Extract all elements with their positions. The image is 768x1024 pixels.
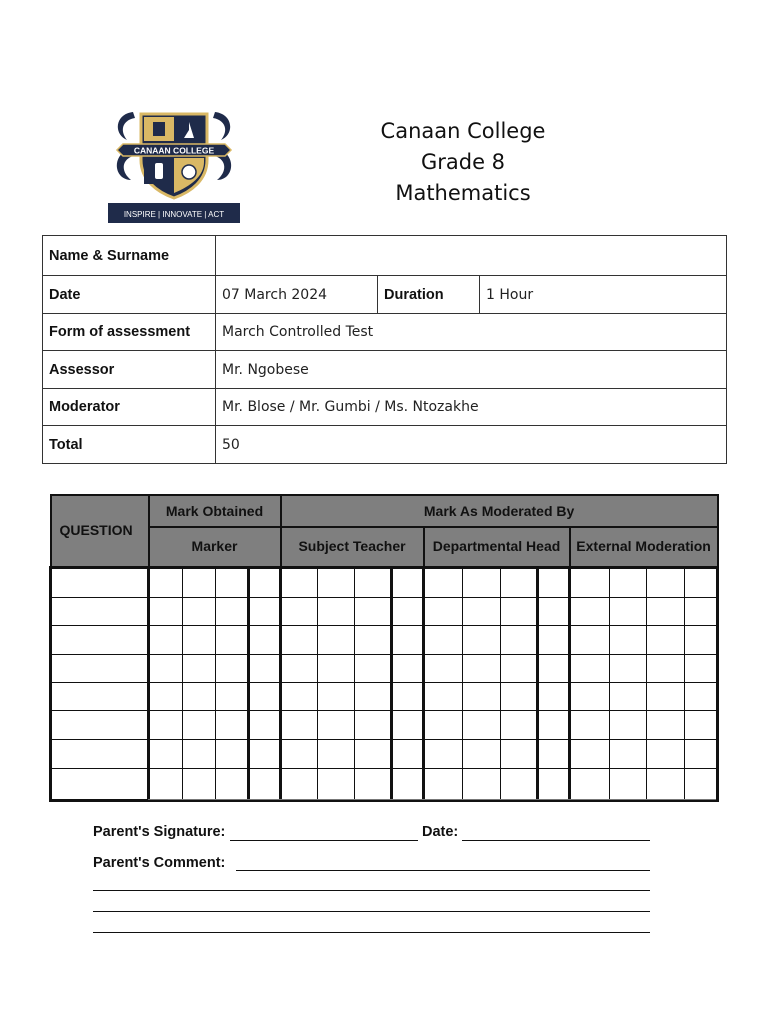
- mark-entry-cell[interactable]: [249, 768, 281, 800]
- mark-entry-cell[interactable]: [392, 597, 424, 625]
- form-of-assessment-label: Form of assessment: [43, 314, 216, 351]
- name-surname-field[interactable]: [216, 236, 727, 276]
- mark-entry-cell[interactable]: [538, 768, 570, 800]
- mark-entry-cell[interactable]: [281, 710, 318, 739]
- question-row: [51, 710, 718, 739]
- mark-entry-cell[interactable]: [610, 654, 647, 682]
- mark-entry-cell[interactable]: [424, 597, 463, 625]
- parent-comment-line[interactable]: [93, 890, 650, 891]
- mark-entry-cell[interactable]: [149, 739, 183, 768]
- mark-entry-cell[interactable]: [501, 654, 538, 682]
- mark-entry-cell[interactable]: [149, 654, 183, 682]
- mark-entry-cell[interactable]: [249, 682, 281, 710]
- mark-entry-cell[interactable]: [570, 654, 610, 682]
- mark-entry-cell[interactable]: [685, 567, 718, 597]
- mark-entry-cell[interactable]: [183, 597, 216, 625]
- parent-comment-line[interactable]: [236, 870, 650, 871]
- mark-entry-cell[interactable]: [647, 567, 685, 597]
- mark-entry-cell[interactable]: [392, 710, 424, 739]
- mark-entry-cell[interactable]: [463, 768, 501, 800]
- mark-entry-cell[interactable]: [610, 597, 647, 625]
- mark-entry-cell[interactable]: [501, 710, 538, 739]
- mark-entry-cell[interactable]: [685, 597, 718, 625]
- mark-entry-cell[interactable]: [355, 597, 392, 625]
- mark-entry-cell[interactable]: [355, 625, 392, 654]
- mark-entry-cell[interactable]: [183, 567, 216, 597]
- mark-entry-cell[interactable]: [538, 710, 570, 739]
- mark-entry-cell[interactable]: [610, 710, 647, 739]
- mark-entry-cell[interactable]: [501, 597, 538, 625]
- mark-entry-cell[interactable]: [318, 739, 355, 768]
- mark-entry-cell[interactable]: [538, 625, 570, 654]
- mark-entry-cell[interactable]: [318, 710, 355, 739]
- mark-entry-cell[interactable]: [392, 567, 424, 597]
- mark-entry-cell[interactable]: [318, 597, 355, 625]
- mark-entry-cell[interactable]: [216, 682, 249, 710]
- mark-entry-cell[interactable]: [355, 710, 392, 739]
- mark-entry-cell[interactable]: [463, 567, 501, 597]
- mark-entry-cell[interactable]: [463, 654, 501, 682]
- document-title: [313, 116, 613, 209]
- mark-entry-cell[interactable]: [183, 739, 216, 768]
- question-row: [51, 625, 718, 654]
- mark-entry-cell[interactable]: [392, 654, 424, 682]
- mark-entry-cell[interactable]: [392, 739, 424, 768]
- school-crest-logo: [105, 100, 243, 225]
- mark-entry-cell[interactable]: [318, 625, 355, 654]
- mark-moderated-by-header: Mark As Moderated By: [281, 495, 718, 527]
- mark-entry-cell[interactable]: [463, 710, 501, 739]
- mark-entry-cell[interactable]: [501, 625, 538, 654]
- marker-header: Marker: [149, 527, 281, 567]
- question-number-cell[interactable]: [51, 654, 149, 682]
- mark-entry-cell[interactable]: [570, 768, 610, 800]
- mark-entry-cell[interactable]: [570, 739, 610, 768]
- mark-entry-cell[interactable]: [216, 567, 249, 597]
- mark-entry-cell[interactable]: [216, 654, 249, 682]
- parent-signature-label: Parent's Signature:: [93, 824, 226, 840]
- mark-entry-cell[interactable]: [538, 654, 570, 682]
- grade-label: Grade 8: [420, 150, 506, 174]
- mark-entry-cell[interactable]: [149, 625, 183, 654]
- mark-entry-cell[interactable]: [647, 768, 685, 800]
- mark-entry-cell[interactable]: [249, 567, 281, 597]
- mark-entry-cell[interactable]: [216, 625, 249, 654]
- mark-entry-cell[interactable]: [463, 597, 501, 625]
- mark-entry-cell[interactable]: [149, 567, 183, 597]
- question-number-cell[interactable]: [51, 739, 149, 768]
- question-row: [51, 768, 718, 800]
- logo-banner-text: CANAAN COLLEGE: [133, 145, 215, 156]
- mark-entry-cell[interactable]: [424, 768, 463, 800]
- question-row: [51, 597, 718, 625]
- mark-entry-cell[interactable]: [685, 625, 718, 654]
- signoff-date-label: Date:: [422, 824, 459, 840]
- departmental-head-header: Departmental Head: [424, 527, 570, 567]
- mark-entry-cell[interactable]: [392, 625, 424, 654]
- question-number-cell[interactable]: [51, 567, 149, 597]
- moderator-value: Mr. Blose / Mr. Gumbi / Ms. Ntozakhe: [216, 389, 727, 426]
- mark-entry-cell[interactable]: [685, 768, 718, 800]
- mark-entry-cell[interactable]: [685, 682, 718, 710]
- assessment-info-table: [42, 235, 727, 464]
- mark-entry-cell[interactable]: [610, 768, 647, 800]
- mark-entry-cell[interactable]: [501, 739, 538, 768]
- mark-entry-cell[interactable]: [610, 625, 647, 654]
- mark-entry-cell[interactable]: [281, 567, 318, 597]
- mark-entry-cell[interactable]: [249, 654, 281, 682]
- parent-comment-line[interactable]: [93, 932, 650, 933]
- mark-entry-cell[interactable]: [424, 682, 463, 710]
- mark-entry-cell[interactable]: [610, 739, 647, 768]
- total-label: Total: [43, 426, 216, 464]
- mark-entry-cell[interactable]: [647, 710, 685, 739]
- question-number-cell[interactable]: [51, 768, 149, 800]
- mark-entry-cell[interactable]: [183, 682, 216, 710]
- mark-entry-cell[interactable]: [183, 768, 216, 800]
- date-value: 07 March 2024: [216, 276, 378, 314]
- parent-comment-line[interactable]: [93, 911, 650, 912]
- mark-entry-cell[interactable]: [610, 682, 647, 710]
- school-name: Canaan College: [380, 119, 546, 143]
- marks-moderation-table: [49, 494, 719, 802]
- mark-entry-cell[interactable]: [216, 597, 249, 625]
- mark-entry-cell[interactable]: [281, 739, 318, 768]
- mark-entry-cell[interactable]: [355, 682, 392, 710]
- mark-entry-cell[interactable]: [685, 739, 718, 768]
- parent-comment-label: Parent's Comment:: [93, 855, 226, 871]
- form-of-assessment-value: March Controlled Test: [216, 314, 727, 351]
- mark-entry-cell[interactable]: [183, 654, 216, 682]
- mark-entry-cell[interactable]: [183, 710, 216, 739]
- mark-entry-cell[interactable]: [538, 567, 570, 597]
- mark-entry-cell[interactable]: [318, 682, 355, 710]
- mark-entry-cell[interactable]: [149, 597, 183, 625]
- external-moderation-header: External Moderation: [570, 527, 718, 567]
- mark-entry-cell[interactable]: [183, 625, 216, 654]
- mark-entry-cell[interactable]: [538, 739, 570, 768]
- table-underline: [148, 799, 716, 800]
- mark-entry-cell[interactable]: [424, 625, 463, 654]
- parent-signature-line[interactable]: [230, 840, 418, 841]
- question-row: [51, 567, 718, 597]
- mark-entry-cell[interactable]: [216, 710, 249, 739]
- mark-entry-cell[interactable]: [281, 625, 318, 654]
- mark-entry-cell[interactable]: [685, 710, 718, 739]
- mark-entry-cell[interactable]: [463, 739, 501, 768]
- mark-entry-cell[interactable]: [281, 654, 318, 682]
- question-row: [51, 739, 718, 768]
- question-number-cell[interactable]: [51, 597, 149, 625]
- question-number-cell[interactable]: [51, 710, 149, 739]
- mark-entry-cell[interactable]: [281, 768, 318, 800]
- mark-entry-cell[interactable]: [570, 682, 610, 710]
- mark-entry-cell[interactable]: [647, 739, 685, 768]
- mark-entry-cell[interactable]: [355, 739, 392, 768]
- mark-entry-cell[interactable]: [538, 597, 570, 625]
- mark-entry-cell[interactable]: [281, 682, 318, 710]
- mark-entry-cell[interactable]: [318, 654, 355, 682]
- mark-entry-cell[interactable]: [570, 567, 610, 597]
- duration-value: 1 Hour: [480, 276, 727, 314]
- date-label: Date: [43, 276, 216, 314]
- mark-entry-cell[interactable]: [355, 768, 392, 800]
- mark-entry-cell[interactable]: [249, 597, 281, 625]
- mark-entry-cell[interactable]: [355, 567, 392, 597]
- question-row: [51, 682, 718, 710]
- mark-entry-cell[interactable]: [570, 597, 610, 625]
- mark-entry-cell[interactable]: [249, 625, 281, 654]
- mark-entry-cell[interactable]: [392, 682, 424, 710]
- mark-entry-cell[interactable]: [538, 682, 570, 710]
- question-number-cell[interactable]: [51, 625, 149, 654]
- question-row: [51, 654, 718, 682]
- mark-entry-cell[interactable]: [570, 710, 610, 739]
- mark-entry-cell[interactable]: [392, 768, 424, 800]
- mark-entry-cell[interactable]: [463, 682, 501, 710]
- mark-entry-cell[interactable]: [424, 654, 463, 682]
- mark-entry-cell[interactable]: [318, 768, 355, 800]
- mark-entry-cell[interactable]: [610, 567, 647, 597]
- mark-entry-cell[interactable]: [249, 739, 281, 768]
- mark-entry-cell[interactable]: [149, 710, 183, 739]
- mark-entry-cell[interactable]: [216, 739, 249, 768]
- mark-entry-cell[interactable]: [647, 654, 685, 682]
- subject-teacher-header: Subject Teacher: [281, 527, 424, 567]
- logo-motto: INSPIRE | INNOVATE | ACT: [123, 210, 225, 219]
- assessor-value: Mr. Ngobese: [216, 351, 727, 389]
- mark-entry-cell[interactable]: [424, 739, 463, 768]
- mark-entry-cell[interactable]: [570, 625, 610, 654]
- subject-label: Mathematics: [395, 181, 531, 205]
- mark-entry-cell[interactable]: [424, 567, 463, 597]
- mark-entry-cell[interactable]: [318, 567, 355, 597]
- mark-entry-cell[interactable]: [463, 625, 501, 654]
- mark-entry-cell[interactable]: [501, 768, 538, 800]
- duration-label: Duration: [378, 276, 480, 314]
- mark-entry-cell[interactable]: [249, 710, 281, 739]
- mark-entry-cell[interactable]: [355, 654, 392, 682]
- mark-entry-cell[interactable]: [424, 710, 463, 739]
- mark-entry-cell[interactable]: [501, 567, 538, 597]
- moderator-label: Moderator: [43, 389, 216, 426]
- question-header: QUESTION: [51, 495, 149, 567]
- mark-entry-cell[interactable]: [647, 682, 685, 710]
- mark-entry-cell[interactable]: [149, 768, 183, 800]
- signoff-date-line[interactable]: [462, 840, 650, 841]
- question-number-cell[interactable]: [51, 682, 149, 710]
- mark-entry-cell[interactable]: [216, 768, 249, 800]
- mark-entry-cell[interactable]: [281, 597, 318, 625]
- total-value: 50: [216, 426, 727, 464]
- mark-entry-cell[interactable]: [647, 625, 685, 654]
- mark-entry-cell[interactable]: [501, 682, 538, 710]
- mark-entry-cell[interactable]: [149, 682, 183, 710]
- mark-entry-cell[interactable]: [685, 654, 718, 682]
- mark-entry-cell[interactable]: [647, 597, 685, 625]
- name-surname-label: Name & Surname: [43, 236, 216, 276]
- assessor-label: Assessor: [43, 351, 216, 389]
- mark-obtained-header: Mark Obtained: [149, 495, 281, 527]
